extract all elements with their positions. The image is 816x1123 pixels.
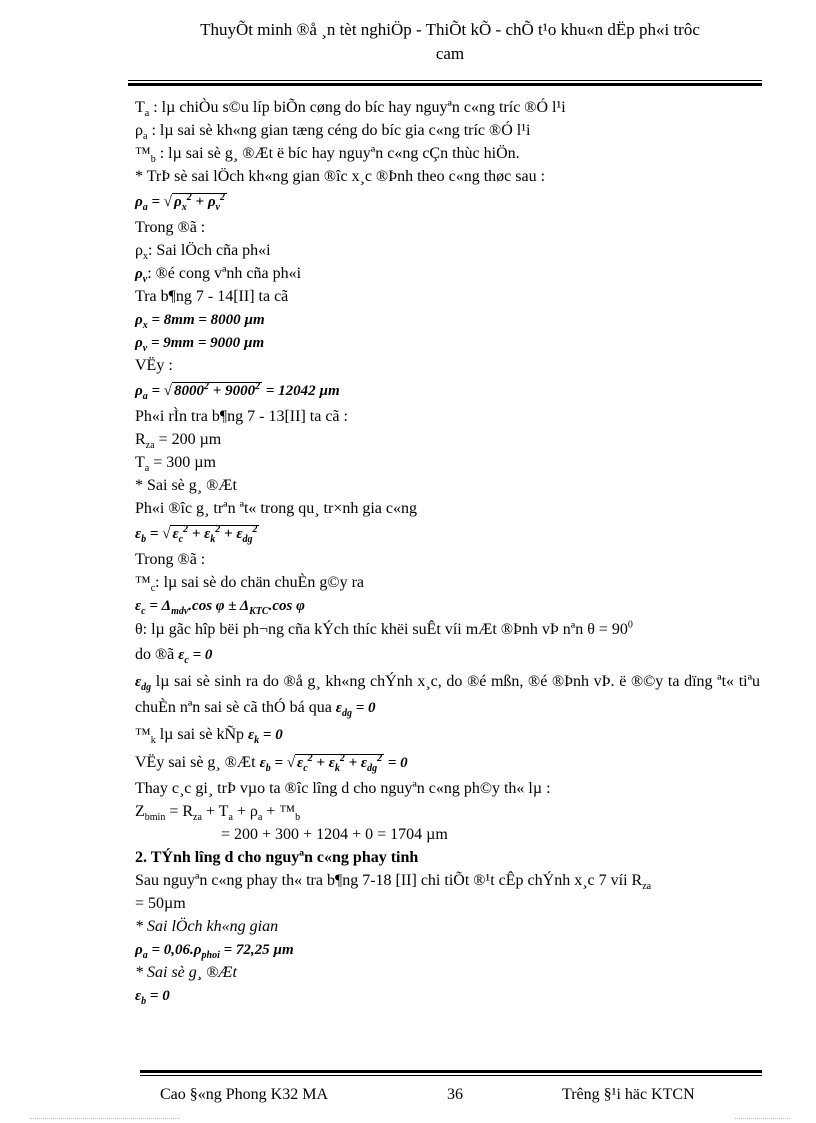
text-line: $Z_{bmin} = R_{za} + T_a + \rho_a$ + $™_b$ bbox=[135, 803, 301, 824]
bottom-left-dots bbox=[30, 1118, 180, 1120]
text-line: Tra b¶ng 7 - 14[II] ta cã bbox=[135, 288, 289, 305]
document-body bbox=[135, 96, 760, 1007]
header-title-line2: cam bbox=[435, 44, 465, 63]
text-line: $R_{za} = 200$ µm bbox=[135, 431, 222, 452]
page-header bbox=[140, 18, 760, 66]
header-rule-thick bbox=[128, 83, 762, 86]
text-line: $\rho_x$: Sai lÖch cña ph«i bbox=[135, 242, 271, 263]
footer-rule-thin bbox=[140, 1075, 762, 1076]
text-line: $\rho_a$ : lµ sai sè kh«ng gian tæng céng do bíc gia c«ng tríc ®Ó l¹i bbox=[135, 122, 531, 143]
text-paragraph: $\varepsilon_{dg}$ lµ sai sè sinh ra do ®å g¸ kh«ng chÝnh x¸c, do ®é mßn, ®é ®Þnh vÞ. ë ®©y ta dïng ªt« tiªu chuÈn nªn sai sè cã thÓ bá qua $\varepsilon_{dg} = 0$ bbox=[135, 673, 760, 719]
header-rule-thin bbox=[128, 80, 762, 81]
text-line: do ®ã $\varepsilon_c = 0$ bbox=[135, 646, 213, 666]
formula-rho-a: $\rho_a$ = √ $\rho_x^2 + \rho_v^2$ bbox=[135, 192, 225, 213]
text-line: Trong ®ã : bbox=[135, 219, 206, 236]
formula-rho-v: $\rho_v = 9mm = 9000$ µm bbox=[135, 335, 265, 354]
formula-rho-x: $\rho_x = 8mm = 8000$ µm bbox=[135, 312, 265, 331]
text-line: * Sai sè g¸ ®Æt bbox=[135, 477, 237, 494]
formula-eps-b-result: VËy sai sè g¸ ®Æt $\varepsilon_b$ = √ $\varepsilon_c^2 + \varepsilon_k^2 + \varepsilon_{dg}^2 = 0$ bbox=[135, 753, 408, 774]
text-line: * TrÞ sè sai lÖch kh«ng gian ®îc x¸c ®Þnh theo c«ng thøc sau : bbox=[135, 168, 546, 185]
section-heading: 2. TÝnh lîng d cho nguyªn c«ng phay tinh bbox=[135, 849, 419, 866]
text-line: Ph«i rÌn tra b¶ng 7 - 13[II] ta cã : bbox=[135, 408, 348, 425]
header-title-line1: ThuyÕt minh ®å ¸n tèt nghiÖp - ThiÕt kÕ - chÕ t¹o khu«n dËp ph«i trôc bbox=[200, 20, 700, 39]
text-line: $™_c$: lµ sai sè do chän chuÈn g©y ra bbox=[135, 574, 365, 595]
text-line: Sau nguyªn c«ng phay th« tra b¶ng 7-18 [II] chi tiÕt ®¹t cÊp chÝnh x¸c 7 víi $R_{za}$ bbox=[135, 872, 652, 893]
footer-author: Cao §«ng Phong K32 MA bbox=[160, 1086, 329, 1103]
footer-page-number: 36 bbox=[447, 1086, 463, 1103]
text-line: $T_a = 300$ µm bbox=[135, 454, 216, 475]
text-line: = 50µm bbox=[135, 895, 186, 912]
formula-rho-a-tinh: $\rho_a = 0,06.\rho_{phoi} = 72,25$ µm bbox=[135, 942, 294, 961]
text-line: Thay c¸c gi¸ trÞ vµo ta ®îc lîng d cho nguyªn c«ng ph©y th« lµ : bbox=[135, 780, 551, 797]
formula-eps-b-zero: $\varepsilon_b = 0$ bbox=[135, 988, 170, 1007]
text-line: $\rho_v$: ®é cong vªnh cña ph«i bbox=[135, 265, 302, 285]
footer-rule-thick bbox=[140, 1070, 762, 1073]
formula-eps-b: $\varepsilon_b$ = √ $\varepsilon_c^2 + \varepsilon_k^2 + \varepsilon_{dg}^2$ bbox=[135, 524, 258, 545]
text-line: $T_a$ : lµ chiÒu s©u líp biÕn cøng do bíc hay nguyªn c«ng tríc ®Ó l¹i bbox=[135, 99, 566, 120]
text-line: Ph«i ®îc g¸ trªn ªt« trong qu¸ tr×nh gia c«ng bbox=[135, 500, 417, 517]
bottom-right-dots bbox=[735, 1118, 790, 1120]
footer-school: Trêng §¹i häc KTCN bbox=[562, 1086, 695, 1103]
formula-rho-a-value: $\rho_a$ = √ $8000^2 + 9000^2 = 12042$ µm bbox=[135, 381, 340, 402]
text-line: * Sai lÖch kh«ng gian bbox=[135, 918, 279, 935]
text-line: θ: lµ gãc hîp bëi ph¬ng cña kÝch thíc khëi suÊt víi mÆt ®Þnh vÞ nªn $\theta = 90^0$ bbox=[135, 619, 633, 638]
text-line: = 200 + 300 + 1204 + 0 = 1704 µm bbox=[221, 826, 448, 843]
text-line: Trong ®ã : bbox=[135, 551, 206, 568]
formula-eps-c: $\varepsilon_c = \Delta_{mdv}.\cos$ $\varphi \pm \Delta_{KTC}.\cos$ φ bbox=[135, 598, 305, 617]
text-line: * Sai sè g¸ ®Æt bbox=[135, 964, 237, 981]
text-line: VËy : bbox=[135, 357, 173, 374]
text-line: $™_k$ lµ sai sè kÑp $\varepsilon_k = 0$ bbox=[135, 726, 283, 747]
text-line: $™_b$ : lµ sai sè g¸ ®Æt ë bíc hay nguyªn c«ng cÇn thùc hiÖn. bbox=[135, 145, 520, 166]
